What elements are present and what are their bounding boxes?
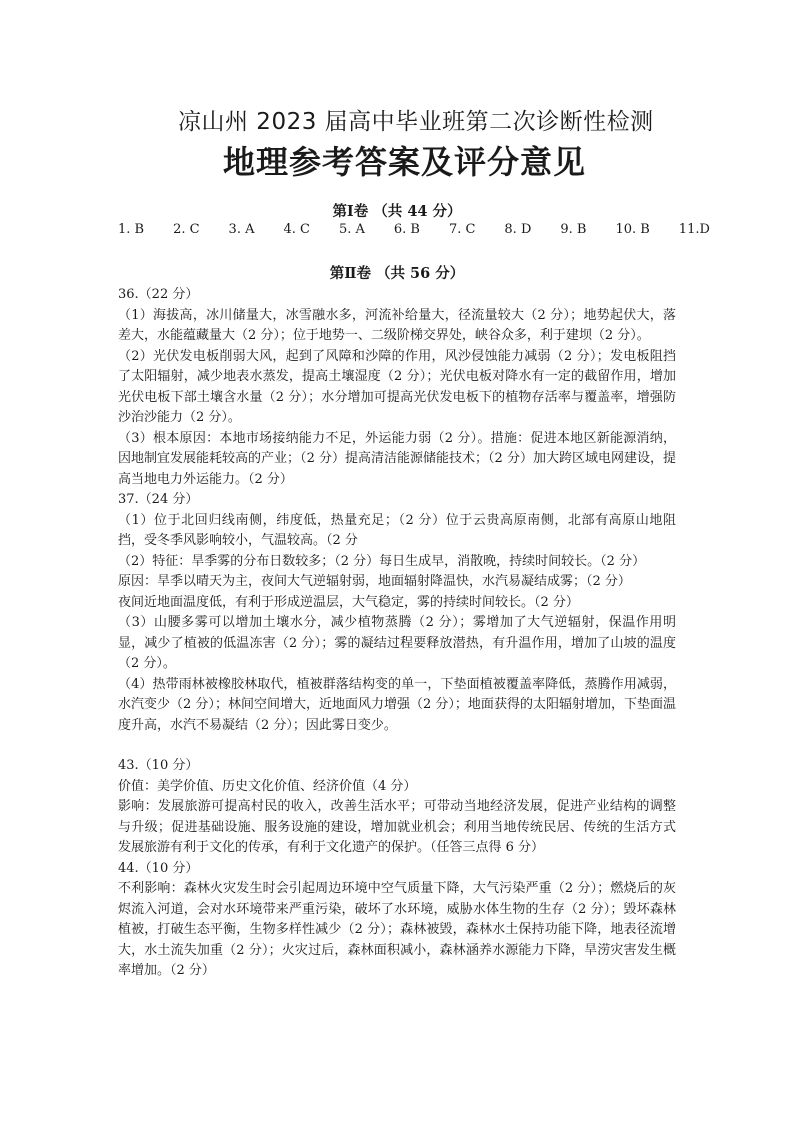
answer-paragraph: （2）特征：旱季雾的分布日数较多；（2 分）每日生成早，消散晚，持续时间较长。（2 分） xyxy=(118,553,646,569)
answer-paragraph: （3）山腰多雾可以增加土壤水分，减少植物蒸腾（2 分）；雾增加了大气逆辐射，保温作用明显，减少了植被的低温冻害（2 分）；雾的凝结过程要释放潜热，有升温作用，增加了山坡的温度（2 分）。 xyxy=(118,615,676,671)
answer-item: 3. A xyxy=(228,222,255,237)
answer-paragraph: 不利影响：森林火灾发生时会引起周边环境中空气质量下降，大气污染严重（2 分）；燃烧后的灰烬流入河道，会对水环境带来严重污染，破坏了水环境，威胁水体生物的生存（2 分）；毁坏森林植被，打破生态平衡，生物多样性减少（2 分）；森林被毁，森林水土保持功能下降，地表径流增大，水土流失加重（2 分）；火灾过后，森林面积减小，森林涵养水源能力下降，旱涝灾害发生概率增加。（2 分） xyxy=(118,881,676,978)
answer-paragraph: （1）海拔高，冰川储量大，冰雪融水多，河流补给量大，径流量较大（2 分）；地势起伏大，落差大，水能蕴藏量大（2 分）；位于地势一、二级阶梯交界处，峡谷众多，利于建坝（2 分）。 xyxy=(118,307,676,343)
answer-paragraph: （4）热带雨林被橡胶林取代，植被群落结构变的单一，下垫面植被覆盖率降低，蒸腾作用减弱，水汽变少（2 分）；林间空间增大，近地面风力增强（2 分）；地面获得的太阳辐射增加，下垫面温度升高，水汽不易凝结（2 分）；因此雾日变少。 xyxy=(118,676,676,733)
answer-paragraph: 价值：美学价值、历史文化价值、经济价值（4 分） xyxy=(118,778,417,794)
part1-heading: 第Ⅰ卷 （共 44 分） xyxy=(332,203,462,220)
answer-content xyxy=(118,285,676,982)
question-heading: 37.（24 分） xyxy=(118,492,199,507)
multiple-choice-answers xyxy=(118,222,710,237)
answer-paragraph: 原因：旱季以晴天为主，夜间大气逆辐射弱，地面辐射降温快，水汽易凝结成雾；（2 分） xyxy=(118,574,631,589)
answer-paragraph: 影响：发展旅游可提高村民的收入，改善生活水平；可带动当地经济发展，促进产业结构的调整与升级；促进基础设施、服务设施的建设，增加就业机会；利用当地传统民居、传统的生活方式发展旅游有利于文化的传承，有利于文化遗产的保护。（任答三点得 6 分） xyxy=(118,799,676,855)
question-heading: 44.（10 分） xyxy=(118,860,199,876)
answer-item: 11.D xyxy=(678,222,710,237)
answer-paragraph: （2）光伏发电板削弱大风，起到了风障和沙障的作用，风沙侵蚀能力减弱（2 分）；发电板阻挡了太阳辐射，减少地表水蒸发，提高土壤湿度（2 分）；光伏电板对降水有一定的截留作用，增加光伏电板下部土壤含水量（2 分）；水分增加可提高光伏发电板下的植物存活率与覆盖率，增强防沙治沙能力（2 分）。 xyxy=(118,348,676,425)
answer-paragraph: （1）位于北回归线南侧，纬度低，热量充足；（2 分）位于云贵高原南侧，北部有高原山地阻挡，受冬季风影响较小，气温较高。（2 分 xyxy=(118,512,676,548)
answer-paragraph: 夜间近地面温度低，有利于形成逆温层，大气稳定，雾的持续时间较长。（2 分） xyxy=(118,594,579,610)
answer-item: 7. C xyxy=(448,222,476,237)
answer-item: 10. B xyxy=(615,222,650,237)
question-heading: 36.（22 分） xyxy=(118,287,199,302)
answer-item: 5. A xyxy=(338,222,365,237)
exam-title: 凉山州 2023 届高中毕业班第二次诊断性检测 xyxy=(178,109,654,135)
question-heading: 43.（10 分） xyxy=(118,758,199,773)
document-title: 地理参考答案及评分意见 xyxy=(223,143,587,181)
answer-item: 2. C xyxy=(173,222,200,237)
part2-heading: 第Ⅱ卷 （共 56 分） xyxy=(329,265,465,282)
answer-item: 4. C xyxy=(283,222,310,237)
section-gap xyxy=(118,736,676,756)
answer-item: 9. B xyxy=(560,222,587,237)
answer-item: 6. B xyxy=(393,222,420,237)
answer-item: 1. B xyxy=(118,222,145,237)
answer-paragraph: （3）根本原因：本地市场接纳能力不足，外运能力弱（2 分）。措施：促进本地区新能源消纳，因地制宜发展能耗较高的产业；（2 分）提高清洁能源储能技术；（2 分）加大跨区域电网建设，提高当地电力外运能力。（2 分） xyxy=(118,430,676,487)
answer-item: 8. D xyxy=(504,222,532,237)
